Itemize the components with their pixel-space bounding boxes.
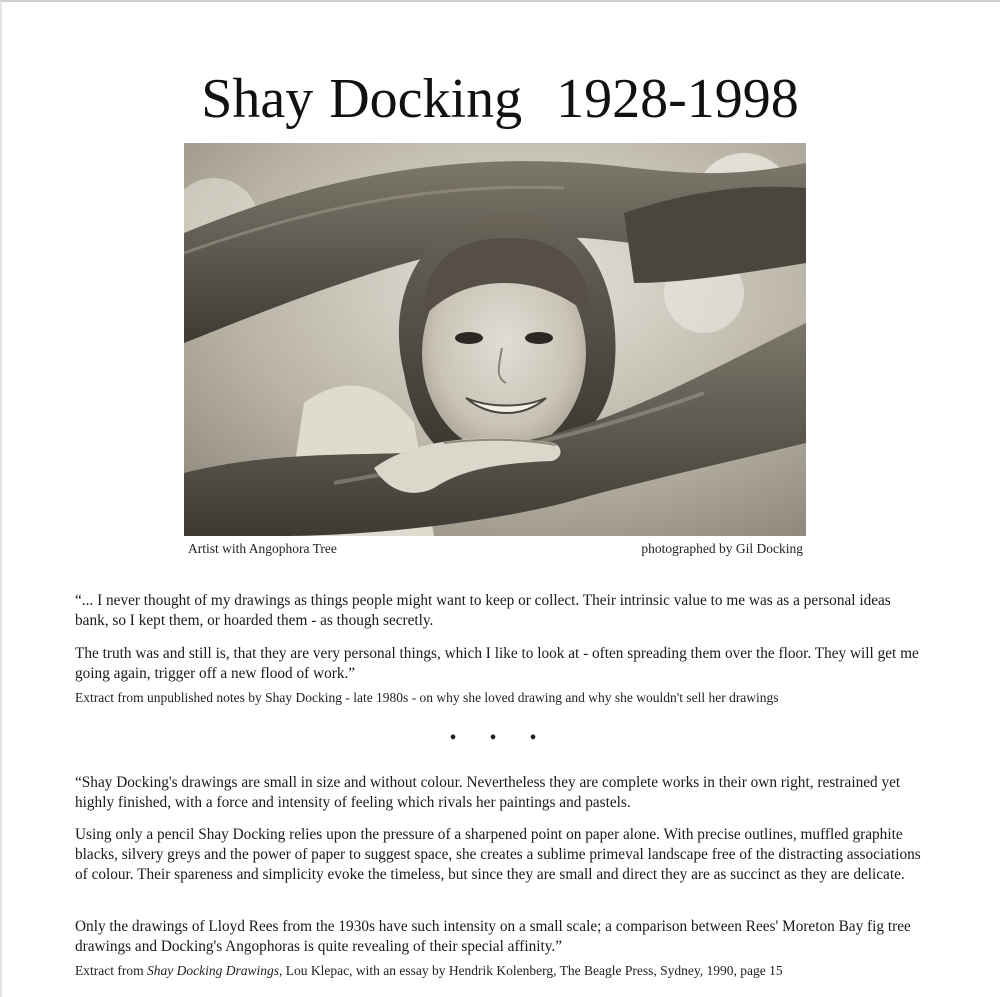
page-title [0, 64, 1000, 134]
section-separator: • • • [449, 727, 551, 749]
quote1-paragraph-2: The truth was and still is, that they are very personal things, which I like to look at - often spreading them over the floor. They will get me going again, trigger off a new flood of work.” [75, 645, 919, 682]
quote2-paragraph-1: “Shay Docking's drawings are small in size and without colour. Nevertheless they are complete works in their own right, restrained yet highly finished, with a force and intensity of feeling which rivals her paintings and pastels. [75, 774, 901, 811]
artist-photograph [184, 143, 806, 536]
quote2-paragraph-2: Using only a pencil Shay Docking relies upon the pressure of a sharpened point on paper alone. With precise outlines, muffled graphite blacks, silvery greys and the power of paper to suggest space, she creates a sublime primeval landscape free of the distracting associations of colour. Their spareness and simplicity evoke the timeless, but since they are small and direct they are as succinct as they are delicate. [75, 826, 921, 883]
book-title: Shay Docking Drawings [146, 963, 279, 978]
photo-credit: photographed by Gil Docking [641, 541, 803, 556]
quote2-paragraph-3: Only the drawings of Lloyd Rees from the 1930s have such intensity on a small scale; a comparison between Rees' Moreton Bay fig tree drawings and Docking's Angophoras is quite revealing of their special affinity.” [75, 918, 911, 955]
title-years: 1928-1998 [556, 68, 799, 130]
quote2-source-suffix: , Lou Klepac, with an essay by Hendrik Kolenberg, The Beagle Press, Sydney, 1990, page 15 [278, 963, 783, 978]
quote2-source-prefix: Extract from [75, 963, 147, 978]
title-name: Shay Docking [201, 68, 523, 130]
quote1-source: Extract from unpublished notes by Shay Docking - late 1980s - on why she loved drawing and why she wouldn't sell her drawings [75, 690, 779, 705]
photo-caption: Artist with Angophora Tree [188, 541, 337, 556]
quote1-paragraph-1: “... I never thought of my drawings as things people might want to keep or collect. Their intrinsic value to me was as a personal ideas bank, so I kept them, or hoarded them - as though secretly. [75, 592, 891, 629]
quote2-source [75, 962, 935, 980]
